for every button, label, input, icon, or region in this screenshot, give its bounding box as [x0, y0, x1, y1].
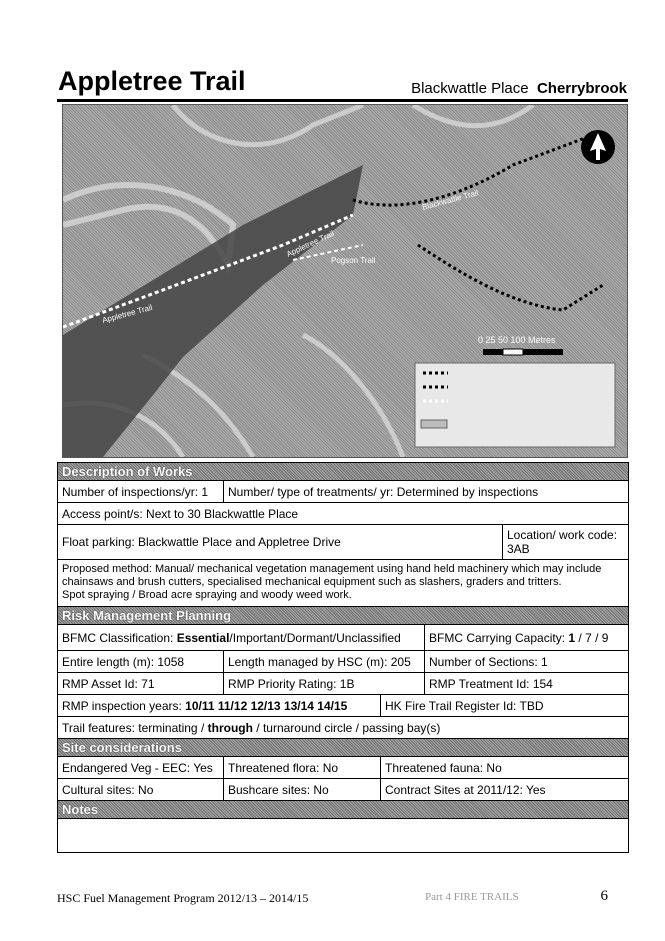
- suburb-name: Cherrybrook: [536, 80, 627, 97]
- place-name: Blackwattle Place: [411, 80, 529, 97]
- features-prefix: Trail features: terminating /: [62, 720, 208, 735]
- trail-map: [62, 104, 628, 458]
- location-heading: [411, 80, 627, 97]
- bfmc-capacity-value: 1: [568, 630, 576, 645]
- access-cell: Access point/s: Next to 30 Blackwattle Place: [58, 503, 629, 525]
- features-suffix: / turnaround circle / passing bay(s): [252, 720, 441, 735]
- bfmc-capacity-cell: [425, 625, 629, 651]
- road: [413, 105, 533, 126]
- works-table: [57, 462, 629, 853]
- entire-length-cell: Entire length (m): 1058: [58, 651, 224, 673]
- bfmc-capacity-prefix: BFMC Carrying Capacity:: [429, 630, 569, 645]
- fauna-cell: Threatened fauna: No: [381, 757, 629, 779]
- scale-label: 0 25 50 100 Metres: [478, 335, 556, 345]
- float-parking-cell: Float parking: Blackwattle Place and Appletree Drive: [58, 525, 503, 560]
- risk-heading: Risk Management Planning: [58, 607, 629, 625]
- endangered-cell: Endangered Veg - EEC: Yes: [58, 757, 224, 779]
- north-arrow-icon: [581, 130, 615, 164]
- trail-line-east: [418, 245, 603, 310]
- map-graphic: [63, 105, 627, 457]
- notes-cell: [58, 819, 629, 853]
- sections-cell: Number of Sections: 1: [425, 651, 629, 673]
- page-number: 6: [600, 888, 608, 904]
- bfmc-class-prefix: BFMC Classification:: [62, 630, 177, 645]
- footer-program: HSC Fuel Management Program 2012/13 – 2014/15: [57, 891, 309, 905]
- title-rule: [57, 99, 628, 102]
- treatments-cell: Number/ type of treatments/ yr: Determined by inspections: [224, 481, 629, 503]
- trail-label: Appletree Trail: [285, 228, 336, 259]
- priority-cell: RMP Priority Rating: 1B: [224, 673, 425, 695]
- cultural-cell: Cultural sites: No: [58, 779, 224, 801]
- trail-label: Blackwattle Trail: [421, 188, 480, 212]
- map-legend: [415, 363, 615, 447]
- site-heading: Site considerations: [58, 739, 629, 757]
- road: [303, 335, 403, 457]
- length-managed-cell: Length managed by HSC (m): 205: [224, 651, 425, 673]
- features-value: through: [207, 720, 253, 735]
- proposed-method-cell: [58, 560, 629, 607]
- bushcare-cell: Bushcare sites: No: [224, 779, 381, 801]
- bfmc-class-suffix: /Important/Dormant/Unclassified: [229, 630, 401, 645]
- trail-features-cell: [58, 717, 629, 739]
- bfmc-classification-cell: [58, 625, 425, 651]
- flora-cell: Threatened flora: No: [224, 757, 381, 779]
- footer-part: Part 4 FIRE TRAILS: [425, 891, 519, 903]
- inspection-years-value: 10/11 11/12 12/13 13/14 14/15: [185, 698, 348, 713]
- bfmc-capacity-suffix: / 7 / 9: [575, 630, 609, 645]
- notes-heading: Notes: [58, 801, 629, 819]
- inspection-years-prefix: RMP inspection years:: [62, 698, 186, 713]
- section-header: [58, 607, 629, 625]
- scale-bar: [478, 335, 563, 355]
- treatment-id-cell: RMP Treatment Id: 154: [425, 673, 629, 695]
- section-header: [58, 801, 629, 819]
- description-heading: Description of Works: [58, 463, 629, 481]
- location-code-cell: Location/ work code: 3AB: [503, 525, 629, 560]
- inspection-years-cell: [58, 695, 381, 717]
- proposed-method-text: Proposed method: Manual/ mechanical vegetation management using hand held machinery which may include chainsaws and brush cutters, specialised mechanical equipment such as slashers, graders and tritters.: [62, 563, 602, 588]
- contract-cell: Contract Sites at 2011/12: Yes: [381, 779, 629, 801]
- inspections-cell: Number of inspections/yr: 1: [58, 481, 224, 503]
- road: [173, 105, 363, 145]
- register-id-cell: HK Fire Trail Register Id: TBD: [381, 695, 629, 717]
- spraying-text: Spot spraying / Broad acre spraying and woody weed work.: [62, 589, 352, 601]
- page-title: Appletree Trail: [58, 66, 246, 96]
- trail-label: Pogson Trail: [331, 256, 376, 265]
- section-header: [58, 463, 629, 481]
- asset-id-cell: RMP Asset Id: 71: [58, 673, 224, 695]
- trail-label: Appletree Trail: [101, 302, 154, 325]
- bfmc-class-value: Essential: [176, 630, 230, 645]
- section-header: [58, 739, 629, 757]
